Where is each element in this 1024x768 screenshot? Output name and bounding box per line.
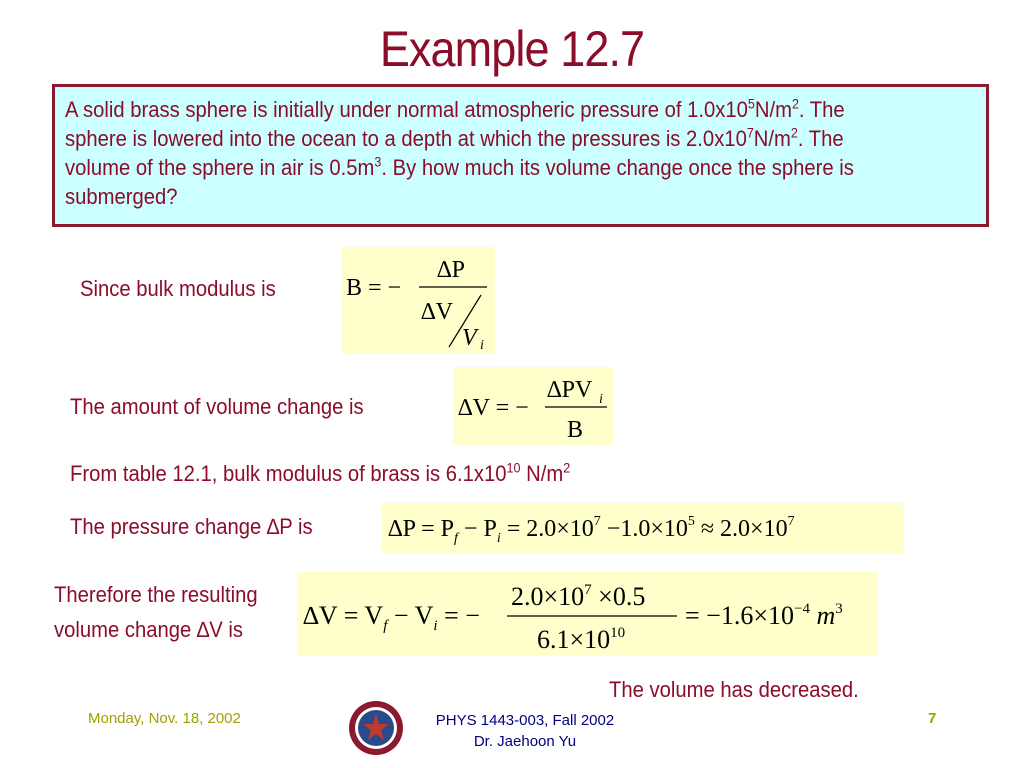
result-rhs: = $-1.6\times 10^{-4}$ $m^3$ bbox=[685, 601, 843, 630]
result-label-line-1: Therefore the resulting bbox=[54, 582, 258, 607]
problem-line-2: sphere is lowered into the ocean to a depth at which the pressures is $2.0x10^7N/m^2$. The bbox=[65, 125, 844, 151]
volume-change-formula bbox=[453, 367, 613, 445]
volume-change-label: The amount of volume change is bbox=[70, 394, 364, 419]
pressure-change-equation bbox=[382, 503, 904, 553]
footer-course-info bbox=[415, 710, 635, 752]
pressure-change-label: The pressure change ∆P is bbox=[70, 514, 313, 539]
slide-title: Example 12.7 bbox=[379, 21, 645, 77]
result-lhs-text: $\Delta V = V_f - V_i$ = − bbox=[303, 601, 480, 634]
volume-numerator: ∆PV bbox=[547, 377, 593, 403]
university-seal-icon bbox=[348, 700, 404, 756]
volume-change-equation bbox=[453, 367, 613, 445]
bulk-lhs: B = − bbox=[346, 275, 402, 301]
result-formula bbox=[297, 572, 878, 656]
footer-course: PHYS 1443-003, Fall 2002 bbox=[435, 712, 615, 729]
table-bulk-modulus-text: From table 12.1, bulk modulus of brass is $6.1x10^{10}$ $N/m^2$ bbox=[70, 460, 571, 486]
bulk-den-sub: i bbox=[480, 338, 484, 353]
volume-num-sub: i bbox=[599, 392, 603, 407]
result-label-line-2: volume change ∆V is bbox=[54, 617, 244, 642]
problem-line-4: submerged? bbox=[65, 184, 178, 209]
volume-lhs: ∆V = − bbox=[458, 395, 529, 421]
volume-denominator: B bbox=[567, 417, 584, 443]
bulk-numerator: ∆P bbox=[437, 257, 466, 283]
pressure-change-formula bbox=[382, 503, 904, 553]
footer-instructor: Dr. Jaehoon Yu bbox=[473, 733, 577, 750]
bulk-modulus-equation bbox=[341, 247, 495, 354]
problem-line-3: volume of the sphere in air is $0.5m^3$. By how much its volume change once the sphere is bbox=[65, 154, 854, 180]
problem-line-1: A solid brass sphere is initially under normal atmospheric pressure of $1.0x10^5N/m^2$. The bbox=[65, 96, 845, 122]
result-numerator: $2.0\times 10^7 \times 0.5$ bbox=[511, 582, 646, 611]
pressure-formula-text: $\Delta P = P_f - P_i = 2.0\times 10^7 -1.0\times 10^5 \approx 2.0\times 10^7$ bbox=[388, 514, 795, 546]
conclusion-text: The volume has decreased. bbox=[609, 677, 859, 702]
bulk-modulus-label: Since bulk modulus is bbox=[80, 276, 276, 301]
footer-date: Monday, Nov. 18, 2002 bbox=[88, 710, 241, 727]
bulk-den-bottom: V bbox=[462, 325, 477, 351]
problem-statement-box bbox=[52, 84, 989, 227]
result-denominator: $6.1\times 10^{10}$ bbox=[537, 625, 626, 654]
bulk-den-top: ∆V bbox=[421, 299, 454, 325]
result-equation bbox=[297, 572, 878, 656]
bulk-modulus-formula bbox=[341, 247, 495, 354]
page-number: 7 bbox=[928, 710, 937, 727]
